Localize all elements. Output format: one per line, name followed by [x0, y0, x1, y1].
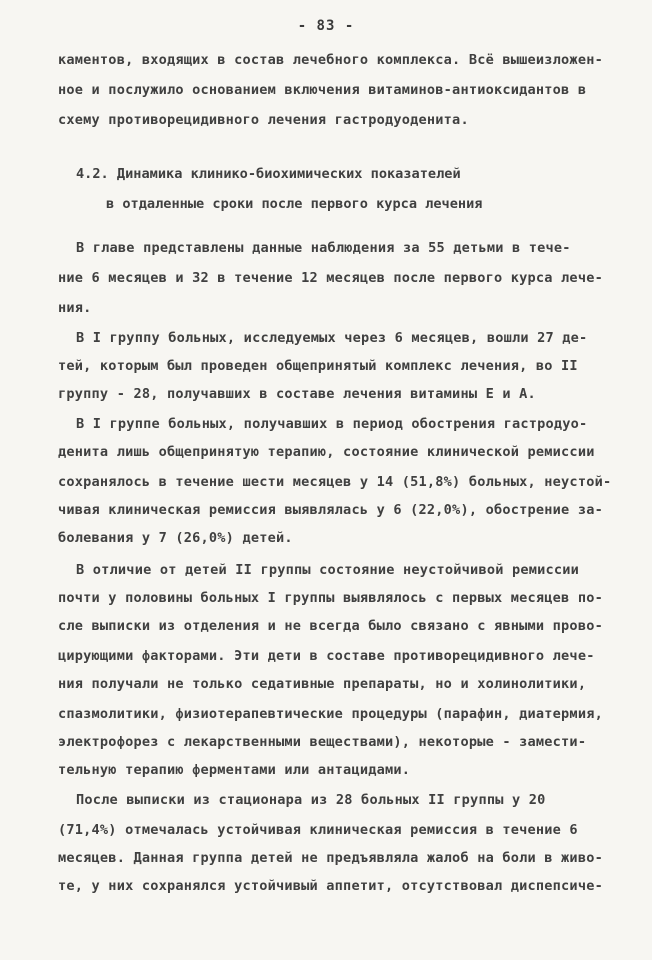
paragraph-start: В главе представлены данные наблюдения за 55 детьми в тече-: [76, 240, 571, 256]
body-line: цирующими факторами. Эти дети в составе противорецидивного лече-: [58, 648, 595, 664]
body-line: спазмолитики, физиотерапевтические процедуры (парафин, диатермия,: [58, 706, 603, 722]
body-line: денита лишь общепринятую терапию, состояние клинической ремиссии: [58, 444, 595, 460]
body-line: электрофорез с лекарственными веществами), некоторые - замести-: [58, 734, 587, 750]
paragraph-start: В I группе больных, получавших в период обострения гастродуо-: [76, 416, 588, 432]
section-heading: 4.2. Динамика клинико-биохимических показателей: [76, 166, 461, 182]
page-number: - 83 -: [297, 18, 355, 34]
body-line: чивая клиническая ремиссия выявлялась у 6 (22,0%), обострение за-: [58, 502, 603, 518]
body-line: те, у них сохранялся устойчивый аппетит, отсутствовал диспепсиче-: [58, 878, 603, 894]
body-line: тельную терапию ферментами или антацидами.: [58, 762, 411, 778]
paragraph-start: В отличие от детей II группы состояние неустойчивой ремиссии: [76, 562, 580, 578]
body-line: болевания у 7 (26,0%) детей.: [58, 530, 293, 546]
body-line: ния.: [58, 300, 92, 316]
body-line: ния получали не только седативные препараты, но и холинолитики,: [58, 676, 587, 692]
body-line: сохранялось в течение шести месяцев у 14 (51,8%) больных, неустой-: [58, 474, 612, 490]
section-heading-line2: в отдаленные сроки после первого курса лечения: [106, 196, 483, 212]
paragraph-start: В I группу больных, исследуемых через 6 месяцев, вошли 27 де-: [76, 330, 588, 346]
body-line: месяцев. Данная группа детей не предъявляла жалоб на боли в живо-: [58, 850, 603, 866]
body-line: схему противорецидивного лечения гастродуоденита.: [58, 112, 469, 128]
body-line: (71,4%) отмечалась устойчивая клиническая ремиссия в течение 6: [58, 822, 578, 838]
body-line: каментов, входящих в состав лечебного комплекса. Всё вышеизложен-: [58, 52, 603, 68]
body-line: почти у половины больных I группы выявлялось с первых месяцев по-: [58, 590, 603, 606]
paragraph-start: После выписки из стационара из 28 больных II группы у 20: [76, 792, 546, 808]
body-line: группу - 28, получавших в составе лечения витамины Е и А.: [58, 386, 536, 402]
body-line: тей, которым был проведен общепринятый комплекс лечения, во II: [58, 358, 578, 374]
body-line: ние 6 месяцев и 32 в течение 12 месяцев после первого курса лече-: [58, 270, 603, 286]
body-line: ное и послужило основанием включения витаминов-антиоксидантов в: [58, 82, 587, 98]
body-line: сле выписки из отделения и не всегда было связано с явными прово-: [58, 618, 603, 634]
